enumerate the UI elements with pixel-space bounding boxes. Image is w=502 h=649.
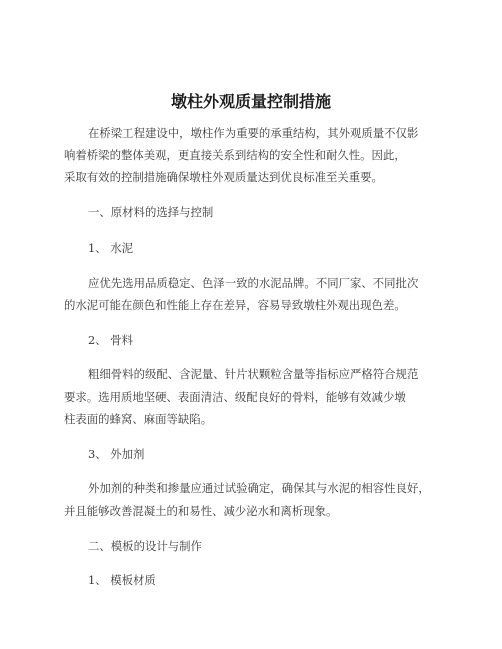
item-heading-admixture: 3、 外加剂 <box>88 447 145 461</box>
section-heading-materials: 一、原材料的选择与控制 <box>88 205 214 219</box>
aggregate-line-2: 要求。选用质地坚硬、表面清洁、级配良好的骨料，能够有效减少墩 <box>64 390 406 404</box>
aggregate-line-3: 柱表面的蜂窝、麻面等缺陷。 <box>64 412 213 426</box>
item-heading-cement: 1、 水泥 <box>88 241 134 255</box>
item-heading-formwork-material: 1、 模板材质 <box>88 573 156 587</box>
intro-line-3: 采取有效的控制措施确保墩柱外观质量达到优良标准至关重要。 <box>64 170 383 184</box>
intro-line-2: 响着桥梁的整体美观，更直接关系到结构的安全性和耐久性。因此， <box>64 148 406 162</box>
admixture-line-2: 并且能够改善混凝土的和易性、减少泌水和离析现象。 <box>64 504 338 518</box>
cement-line-1: 应优先选用品质稳定、色泽一致的水泥品牌。不同厂家、不同批次 <box>88 276 419 290</box>
section-heading-formwork: 二、模板的设计与制作 <box>88 539 202 553</box>
admixture-line-1: 外加剂的种类和掺量应通过试验确定，确保其与水泥的相容性良好， <box>88 481 430 495</box>
item-heading-aggregate: 2、 骨料 <box>88 333 134 347</box>
aggregate-line-1: 粗细骨料的级配、含泥量、针片状颗粒含量等指标应严格符合规范 <box>88 367 419 381</box>
intro-line-1: 在桥梁工程建设中，墩柱作为重要的承重结构，其外观质量不仅影 <box>88 126 419 140</box>
cement-line-2: 的水泥可能在颜色和性能上存在差异，容易导致墩柱外观出现色差。 <box>64 298 406 312</box>
document-title: 墩柱外观质量控制措施 <box>170 92 331 111</box>
